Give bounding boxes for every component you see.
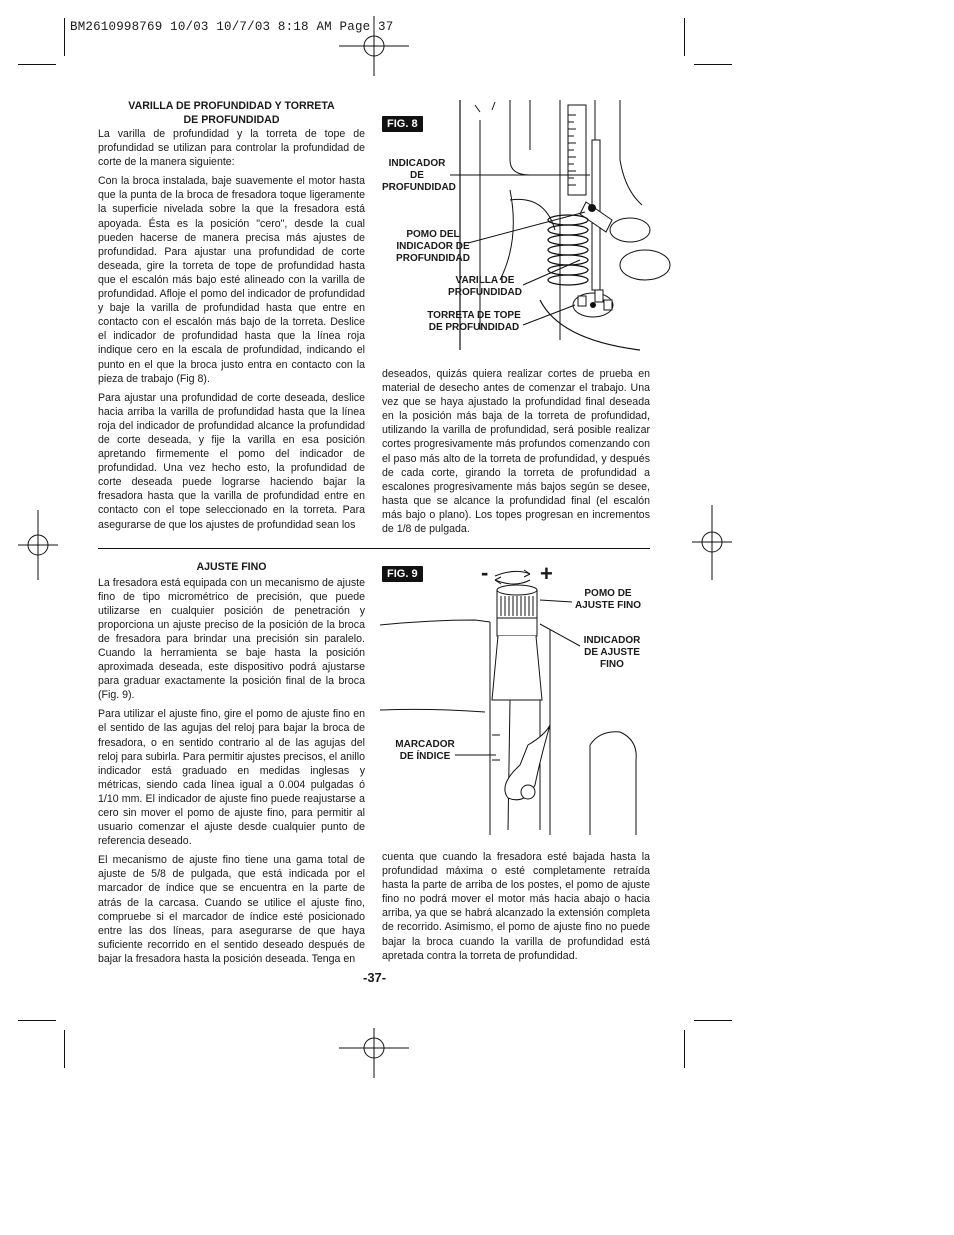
crop-mark bbox=[64, 18, 65, 56]
crop-mark bbox=[684, 18, 685, 56]
paragraph: La fresadora está equipada con un mecanismo de ajuste fino de tipo micrométrico de precisión, que puede utilizarse en cualquier posición de penetración y proporciona un ajuste preciso de la posición de la broca de fresadora para brindar una precisión sin paralelo. Cuando la herramienta se baje hasta la posición aproximada deseada, este dispositivo podrá ajustarse para graduar exactamente la posición final de la broca (Fig. 9). bbox=[98, 576, 365, 702]
registration-target-icon bbox=[18, 510, 58, 580]
label-depth-stop-turret: TORRETA DE TOPE DE PROFUNDIDAD bbox=[427, 310, 521, 334]
label-depth-indicator-knob: POMO DEL INDICADOR DE PROFUNDIDAD bbox=[396, 229, 470, 265]
crop-mark bbox=[64, 1030, 65, 1068]
paragraph: Para ajustar una profundidad de corte deseada, deslice hacia arriba la varilla de profundidad hasta que la línea roja del indicador de profundidad alcance la profundidad de corte deseada, y fije la varilla en esa posición apretando firmemente el pomo del indicador de profundidad. Una vez hecho esto, la profundidad de corte deseada puede lograrse haciendo bajar la fresadora hasta que la varilla de profundidad entre en contacto con el tope seleccionado en la torreta. Para asegurarse de que los ajustes de profundidad sean los bbox=[98, 391, 365, 531]
label-depth-indicator: INDICADOR DE PROFUNDIDAD bbox=[382, 158, 456, 194]
depth-rod-section-continued bbox=[382, 367, 650, 541]
fine-adjust-section bbox=[98, 561, 365, 971]
registration-target-icon bbox=[334, 1028, 414, 1078]
figure-tag: FIG. 8 bbox=[382, 116, 423, 132]
paragraph: Con la broca instalada, baje suavemente el motor hasta que la punta de la broca de fresadora toque ligeramente la superficie nivelada sobre la que la fresadora está apoyada. Ésta es la posición "cero", desde la cual pueden hacerse de manera precisa más ajustes de profundidad. Para ajustar una profundidad de corte deseada, gire la torreta de tope de profundidad hasta que el escalón más bajo esté alineado con la varilla de profundidad. Afloje el pomo del indicador de profundidad y baje la varilla de profundidad hasta que entre en contacto con el escalón más bajo de la torreta. Deslice el indicador de profundidad hasta que la línea roja indique cero en la escala de profundidad, indicando el punto en el que la broca justo entra en contacto con la pieza de trabajo (Fig 8). bbox=[98, 175, 365, 385]
label-depth-rod: VARILLA DE PROFUNDIDAD bbox=[448, 275, 522, 299]
minus-sign: - bbox=[481, 560, 489, 585]
paragraph: El mecanismo de ajuste fino tiene una gama total de ajuste de 5/8 de pulgada, que está indicada por el marcador de índice que se encuentra en la parte de atrás de la carcasa. Cuando se utilice el ajuste fino, compruebe si el marcador de índice esté posicionado entre las dos líneas, para asegurarse de que haya suficiente recorrido en el sentido deseado después de bajar la fresadora hasta la posición deseada. Tenga en bbox=[98, 854, 365, 965]
plus-sign: + bbox=[540, 561, 553, 586]
crop-mark bbox=[18, 64, 56, 65]
paragraph: Para utilizar el ajuste fino, gire el pomo de ajuste fino en el sentido de las agujas del reloj para bajar la broca de fresadora, o en sentido contrario al de las agujas del reloj para subirla. Para permitir ajustes precisos, el anillo indicador está graduado en medidas inglesas y métricas, siendo cada línea igual a 0.004 pulgadas ó 1/10 mm. El indicador de ajuste fino puede reajustarse a cero sin mover el pomo de ajuste fino, para permitir al usuario comenzar el ajuste desde cualquier punto de referencia deseado. bbox=[98, 708, 365, 848]
fine-adjust-section-continued bbox=[382, 850, 650, 968]
paragraph: cuenta que cuando la fresadora esté bajada hasta la profundidad máxima o esté completamente retraída hasta la parte de arriba de los postes, el pomo de ajuste fino no podrá mover el motor más hacia abajo o hacia arriba, ya que se habrá alcanzado la extensión completa de recorrido. Asimismo, el pomo de ajuste fino no puede bajar la broca cuando la varilla de profundidad está apretada contra la torreta de profundidad. bbox=[382, 851, 650, 962]
registration-target-icon bbox=[692, 505, 732, 580]
section-heading: VARILLA DE PROFUNDIDAD Y TORRETA bbox=[128, 100, 335, 112]
figure-tag: FIG. 9 bbox=[382, 566, 423, 582]
paragraph: deseados, quizás quiera realizar cortes de prueba en material de desecho antes de comenzar el trabajo. Una vez que se haya ajustado la profundidad final deseada en la posición más baja de la torreta de profundidad, utilizando la varilla de profundidad, será posible realizar cortes progresivamente más profundos comenzando con el paso más alto de la torreta de profundidad, y después de cada corte, girando la torreta de profundidad a escalones progresivamente más bajos según se desee, hasta que se alcance la profundidad final (el escalón más bajo o plano). Los topes progresan en incrementos de 1/8 de pulgada. bbox=[382, 368, 650, 536]
print-slug: BM2610998769 10/03 10/7/03 8:18 AM Page 37 bbox=[70, 20, 394, 34]
label-index-marker: MARCADOR DE ÍNDICE bbox=[395, 739, 455, 763]
crop-mark bbox=[694, 1020, 732, 1021]
crop-mark bbox=[18, 1020, 56, 1021]
label-fine-adjust-knob: POMO DE AJUSTE FINO bbox=[574, 588, 642, 612]
page-number: -37- bbox=[363, 970, 387, 985]
section-divider bbox=[98, 548, 650, 549]
crop-mark bbox=[694, 64, 732, 65]
section-heading: AJUSTE FINO bbox=[196, 561, 267, 573]
label-fine-adjust-indicator: INDICADOR DE AJUSTE FINO bbox=[583, 635, 641, 671]
paragraph: La varilla de profundidad y la torreta de tope de profundidad se utilizan para controlar la profundidad de corte de la manera siguiente: bbox=[98, 128, 365, 169]
section-heading-line2: DE PROFUNDIDAD bbox=[183, 113, 280, 126]
crop-mark bbox=[684, 1030, 685, 1068]
depth-rod-section bbox=[98, 100, 365, 537]
